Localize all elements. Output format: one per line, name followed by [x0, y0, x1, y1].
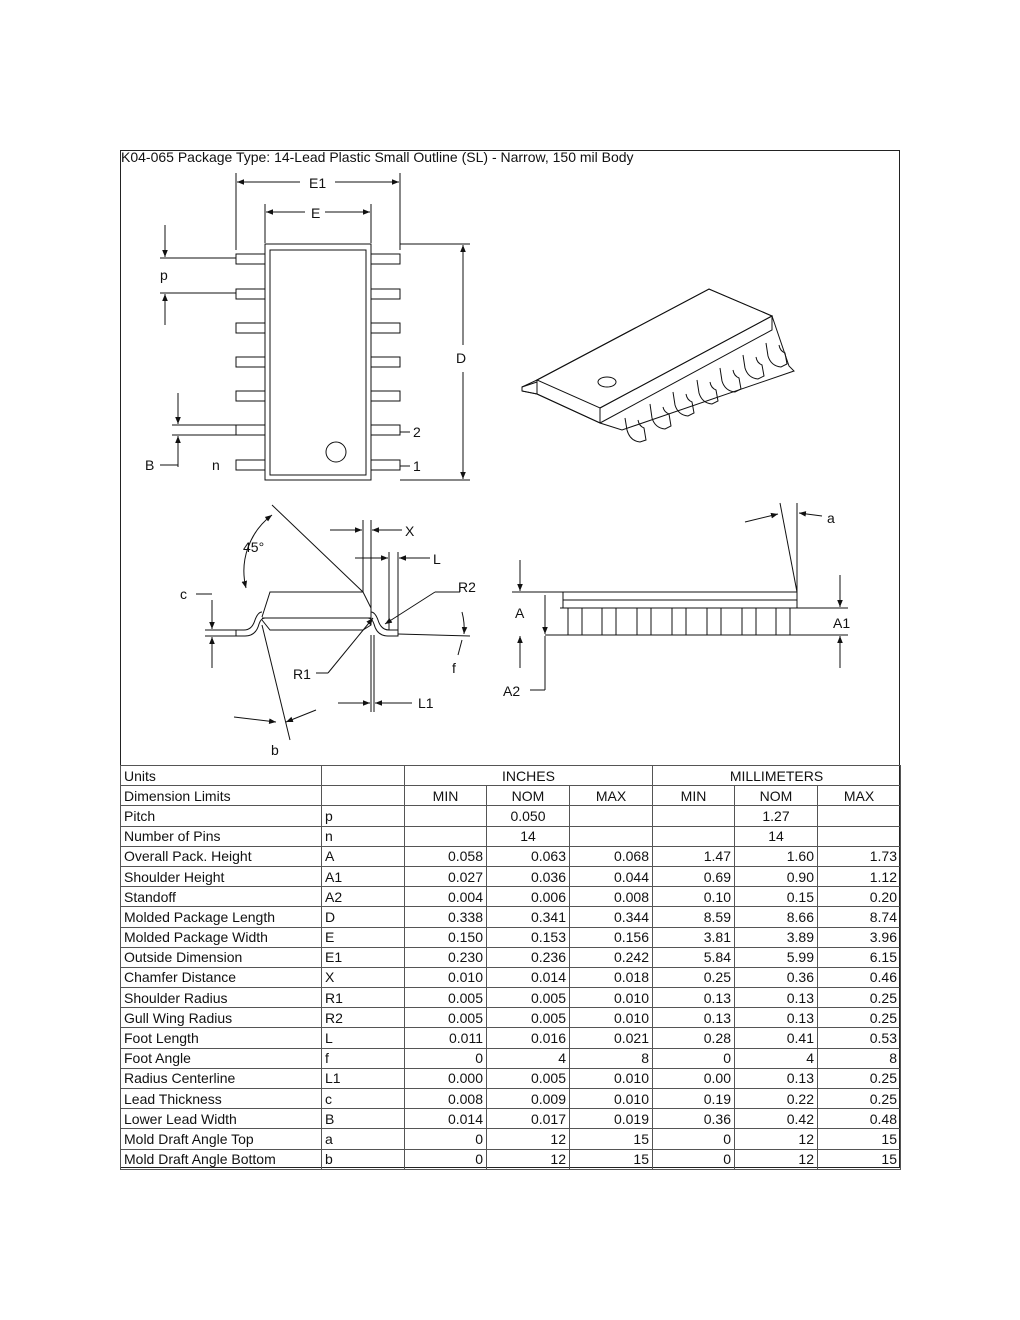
table-row: [121, 1028, 901, 1048]
label-R1: R1: [293, 666, 311, 682]
table-cell-mm-nom: 0.13: [735, 1008, 818, 1028]
table-cell-mm-nom: 4: [735, 1048, 818, 1068]
table-cell-mm-max: 15: [818, 1149, 901, 1169]
limits-row: [121, 786, 901, 806]
table-cell-in-max: 0.156: [570, 927, 653, 947]
label-R2: R2: [458, 579, 476, 595]
table-cell-in-max: 8: [570, 1048, 653, 1068]
table-cell-mm-max: [818, 806, 901, 826]
label-A2: A2: [503, 683, 521, 699]
table-cell-mm-max: 6.15: [818, 947, 901, 967]
limits-label: Dimension Limits: [121, 786, 322, 806]
table-row: [121, 1109, 901, 1129]
table-cell-in-nom: 0.050: [487, 806, 570, 826]
table-cell-in-nom: 0.005: [487, 988, 570, 1008]
table-cell-name: Mold Draft Angle Bottom: [121, 1149, 322, 1169]
label-45-degrees: 45°: [243, 539, 265, 555]
table-cell-name: Molded Package Width: [121, 927, 322, 947]
table-cell-sym: E: [322, 927, 405, 947]
table-cell-mm-max: 0.46: [818, 967, 901, 987]
left-leads: [236, 254, 265, 470]
table-cell-mm-max: 1.73: [818, 846, 901, 866]
table-cell-mm-min: 0.00: [653, 1068, 735, 1088]
table-cell-in-max: 15: [570, 1129, 653, 1149]
table-cell-mm-min: 0: [653, 1048, 735, 1068]
table-cell-mm-nom: 0.15: [735, 887, 818, 907]
table-cell-name: Pitch: [121, 806, 322, 826]
table-cell-mm-max: 0.25: [818, 1068, 901, 1088]
table-cell-mm-nom: 5.99: [735, 947, 818, 967]
table-cell-in-min: 0.014: [405, 1109, 487, 1129]
table-cell-sym: R2: [322, 1008, 405, 1028]
table-cell-in-nom: 0.005: [487, 1068, 570, 1088]
table-row: [121, 988, 901, 1008]
table-row: [121, 1048, 901, 1068]
end-view: [512, 503, 851, 690]
table-row: [121, 907, 901, 927]
table-cell-in-min: 0.027: [405, 866, 487, 886]
label-L1: L1: [418, 695, 434, 711]
table-cell-in-nom: 12: [487, 1129, 570, 1149]
table-cell-in-max: [570, 806, 653, 826]
table-cell-mm-min: 0.69: [653, 866, 735, 886]
table-cell-sym: L: [322, 1028, 405, 1048]
table-row: [121, 1149, 901, 1169]
table-cell-in-min: 0.008: [405, 1089, 487, 1109]
table-cell-in-min: 0.000: [405, 1068, 487, 1088]
table-cell-mm-nom: 0.22: [735, 1089, 818, 1109]
table-cell-mm-min: 0.10: [653, 887, 735, 907]
table-cell-in-min: 0: [405, 1149, 487, 1169]
table-cell-in-min: [405, 826, 487, 846]
table-cell-mm-nom: 0.42: [735, 1109, 818, 1129]
label-c: c: [180, 586, 187, 602]
mm-nom-header: NOM: [735, 786, 818, 806]
table-cell-in-max: 0.019: [570, 1109, 653, 1129]
table-cell-mm-max: 0.53: [818, 1028, 901, 1048]
table-cell-in-max: 0.010: [570, 988, 653, 1008]
table-cell-name: Outside Dimension: [121, 947, 322, 967]
table-cell-name: Standoff: [121, 887, 322, 907]
label-X: X: [405, 523, 415, 539]
table-cell-in-min: 0: [405, 1129, 487, 1149]
table-cell-mm-nom: 0.36: [735, 967, 818, 987]
table-cell-in-min: 0.005: [405, 1008, 487, 1028]
table-cell-mm-nom: 1.27: [735, 806, 818, 826]
table-row: [121, 806, 901, 826]
table-cell-in-nom: 0.009: [487, 1089, 570, 1109]
table-cell-in-max: 0.008: [570, 887, 653, 907]
table-cell-in-nom: 0.006: [487, 887, 570, 907]
table-cell-mm-nom: 0.13: [735, 988, 818, 1008]
table-cell-mm-min: 0: [653, 1149, 735, 1169]
table-cell-in-nom: 0.063: [487, 846, 570, 866]
table-cell-in-min: 0.004: [405, 887, 487, 907]
table-cell-sym: B: [322, 1109, 405, 1129]
table-cell-mm-max: 1.12: [818, 866, 901, 886]
label-n: n: [212, 457, 220, 473]
table-row: [121, 967, 901, 987]
table-cell-mm-nom: 0.90: [735, 866, 818, 886]
label-b: b: [271, 742, 279, 758]
label-D: D: [456, 350, 467, 366]
label-A1: A1: [833, 615, 851, 631]
table-cell-name: Shoulder Radius: [121, 988, 322, 1008]
millimeters-header: MILLIMETERS: [653, 766, 901, 786]
package-title: K04-065 Package Type: 14-Lead Plastic Small Outline (SL) - Narrow, 150 mil Body: [121, 149, 634, 165]
table-cell-mm-min: 0.13: [653, 1008, 735, 1028]
table-cell-mm-min: 0: [653, 1129, 735, 1149]
table-row: [121, 846, 901, 866]
mm-max-header: MAX: [818, 786, 901, 806]
table-cell-mm-max: 0.20: [818, 887, 901, 907]
in-min-header: MIN: [405, 786, 487, 806]
table-cell-mm-min: 0.28: [653, 1028, 735, 1048]
table-cell-name: Foot Angle: [121, 1048, 322, 1068]
table-cell-sym: L1: [322, 1068, 405, 1088]
table-cell-in-nom: 0.005: [487, 1008, 570, 1028]
table-cell-mm-min: [653, 806, 735, 826]
table-row: [121, 887, 901, 907]
table-cell-sym: A: [322, 846, 405, 866]
label-B: B: [145, 457, 155, 473]
label-p: p: [160, 267, 168, 283]
table-row: [121, 826, 901, 846]
inches-header: INCHES: [405, 766, 653, 786]
table-cell-in-max: 15: [570, 1149, 653, 1169]
table-cell-mm-nom: 12: [735, 1129, 818, 1149]
table-cell-mm-nom: 1.60: [735, 846, 818, 866]
table-cell-mm-max: 8: [818, 1048, 901, 1068]
table-cell-mm-min: 0.36: [653, 1109, 735, 1129]
table-cell-mm-max: 8.74: [818, 907, 901, 927]
table-cell-in-max: 0.010: [570, 1068, 653, 1088]
label-E1: E1: [309, 175, 327, 191]
table-cell-in-nom: 0.016: [487, 1028, 570, 1048]
table-cell-in-max: 0.344: [570, 907, 653, 927]
in-nom-header: NOM: [487, 786, 570, 806]
table-cell-sym: D: [322, 907, 405, 927]
table-cell-name: Mold Draft Angle Top: [121, 1129, 322, 1149]
table-cell-name: Molded Package Length: [121, 907, 322, 927]
table-cell-in-nom: 0.017: [487, 1109, 570, 1129]
in-max-header: MAX: [570, 786, 653, 806]
table-cell-name: Overall Pack. Height: [121, 846, 322, 866]
table-cell-in-nom: 0.153: [487, 927, 570, 947]
table-cell-sym: A1: [322, 866, 405, 886]
table-cell-mm-min: 0.13: [653, 988, 735, 1008]
table-cell-sym: X: [322, 967, 405, 987]
table-cell-mm-min: 5.84: [653, 947, 735, 967]
table-cell-in-max: 0.068: [570, 846, 653, 866]
table-row: [121, 1068, 901, 1088]
table-cell-name: Number of Pins: [121, 826, 322, 846]
table-cell-in-nom: 4: [487, 1048, 570, 1068]
table-cell-name: Foot Length: [121, 1028, 322, 1048]
table-cell-name: Radius Centerline: [121, 1068, 322, 1088]
table-cell-in-nom: 0.036: [487, 866, 570, 886]
table-cell-in-nom: 0.014: [487, 967, 570, 987]
table-cell-in-max: [570, 826, 653, 846]
label-pin1: 1: [413, 458, 421, 474]
table-row: [121, 947, 901, 967]
table-cell-sym: A2: [322, 887, 405, 907]
table-cell-in-nom: 14: [487, 826, 570, 846]
table-cell-mm-max: [818, 826, 901, 846]
label-E: E: [311, 205, 321, 221]
table-row: [121, 1129, 901, 1149]
table-cell-in-max: 0.018: [570, 967, 653, 987]
table-cell-mm-nom: 12: [735, 1149, 818, 1169]
table-cell-sym: n: [322, 826, 405, 846]
table-cell-mm-nom: 0.13: [735, 1068, 818, 1088]
right-leads: [371, 254, 400, 470]
table-cell-in-min: 0.010: [405, 967, 487, 987]
table-cell-in-max: 0.242: [570, 947, 653, 967]
table-cell-mm-min: 1.47: [653, 846, 735, 866]
table-cell-name: Chamfer Distance: [121, 967, 322, 987]
table-cell-sym: f: [322, 1048, 405, 1068]
units-label: Units: [121, 766, 322, 786]
table-cell-in-min: 0.150: [405, 927, 487, 947]
table-row: [121, 927, 901, 947]
dimension-table: [120, 765, 901, 1170]
label-pin2: 2: [413, 424, 421, 440]
table-cell-sym: E1: [322, 947, 405, 967]
table-cell-mm-max: 0.25: [818, 1089, 901, 1109]
table-cell-in-min: 0.058: [405, 846, 487, 866]
table-cell-in-max: 0.010: [570, 1089, 653, 1109]
table-cell-mm-min: 8.59: [653, 907, 735, 927]
table-cell-sym: p: [322, 806, 405, 826]
table-cell-name: Lower Lead Width: [121, 1109, 322, 1129]
table-cell-in-nom: 0.236: [487, 947, 570, 967]
end-view-leads: [568, 608, 790, 635]
label-a: a: [827, 510, 835, 526]
table-cell-name: Lead Thickness: [121, 1089, 322, 1109]
table-cell-mm-min: 0.19: [653, 1089, 735, 1109]
table-cell-mm-max: 0.25: [818, 988, 901, 1008]
table-cell-in-min: 0.230: [405, 947, 487, 967]
table-cell-name: Shoulder Height: [121, 866, 322, 886]
table-cell-in-nom: 0.341: [487, 907, 570, 927]
table-cell-in-max: 0.044: [570, 866, 653, 886]
table-cell-in-min: 0.005: [405, 988, 487, 1008]
table-cell-mm-nom: 8.66: [735, 907, 818, 927]
table-cell-mm-min: 3.81: [653, 927, 735, 947]
table-cell-mm-nom: 0.41: [735, 1028, 818, 1048]
table-cell-mm-nom: 3.89: [735, 927, 818, 947]
table-row: [121, 1089, 901, 1109]
table-cell-sym: R1: [322, 988, 405, 1008]
label-L: L: [433, 551, 441, 567]
label-A: A: [515, 605, 525, 621]
table-row: [121, 866, 901, 886]
table-cell-sym: a: [322, 1129, 405, 1149]
label-f: f: [452, 660, 456, 676]
table-cell-mm-max: 3.96: [818, 927, 901, 947]
table-cell-in-max: 0.010: [570, 1008, 653, 1028]
table-row: [121, 1008, 901, 1028]
table-cell-in-min: [405, 806, 487, 826]
table-cell-in-max: 0.021: [570, 1028, 653, 1048]
table-cell-in-min: 0.338: [405, 907, 487, 927]
mm-min-header: MIN: [653, 786, 735, 806]
table-cell-sym: c: [322, 1089, 405, 1109]
table-cell-mm-min: [653, 826, 735, 846]
table-cell-sym: b: [322, 1149, 405, 1169]
units-row: [121, 766, 901, 786]
table-cell-in-min: 0: [405, 1048, 487, 1068]
isometric-view: [522, 289, 794, 442]
table-cell-mm-max: 15: [818, 1129, 901, 1149]
table-cell-mm-nom: 14: [735, 826, 818, 846]
table-cell-mm-min: 0.25: [653, 967, 735, 987]
table-cell-in-nom: 12: [487, 1149, 570, 1169]
table-cell-in-min: 0.011: [405, 1028, 487, 1048]
table-cell-mm-max: 0.48: [818, 1109, 901, 1129]
table-cell-mm-max: 0.25: [818, 1008, 901, 1028]
table-cell-name: Gull Wing Radius: [121, 1008, 322, 1028]
